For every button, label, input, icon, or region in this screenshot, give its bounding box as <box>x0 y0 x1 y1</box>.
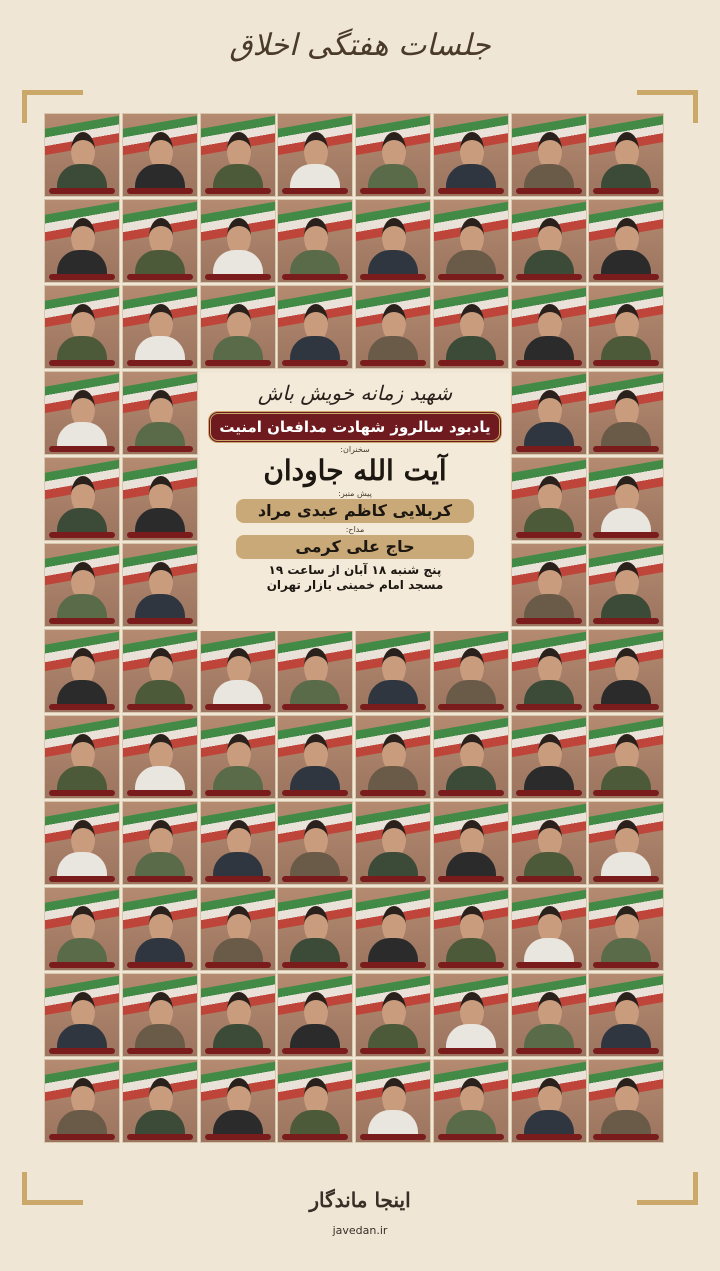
martyr-portrait-card <box>355 199 431 283</box>
name-bar <box>360 274 426 280</box>
martyr-portrait-card <box>122 457 198 541</box>
martyr-portrait-card <box>588 887 664 971</box>
name-bar <box>49 360 115 366</box>
name-bar <box>360 962 426 968</box>
martyr-portrait-card <box>433 973 509 1057</box>
portrait-body <box>135 594 185 620</box>
portrait-body <box>446 766 496 792</box>
portrait-body <box>601 250 651 276</box>
martyr-portrait-card <box>433 1059 509 1143</box>
name-bar <box>205 790 271 796</box>
portrait-body <box>368 938 418 964</box>
portrait-body <box>368 852 418 878</box>
portrait-body <box>601 1110 651 1136</box>
martyr-portrait-card <box>355 113 431 197</box>
name-bar <box>360 704 426 710</box>
martyr-portrait-card <box>277 113 353 197</box>
name-bar <box>127 274 193 280</box>
portrait-body <box>524 422 574 448</box>
portrait-body <box>57 680 107 706</box>
name-bar <box>593 962 659 968</box>
portrait-body <box>524 1024 574 1050</box>
martyr-portrait-card <box>588 1059 664 1143</box>
martyr-portrait-card <box>433 801 509 885</box>
martyr-portrait-card <box>122 543 198 627</box>
martyr-portrait-card <box>44 715 120 799</box>
portrait-body <box>57 336 107 362</box>
portrait-body <box>290 336 340 362</box>
martyr-portrait-card <box>200 199 276 283</box>
portrait-body <box>135 508 185 534</box>
portrait-body <box>213 766 263 792</box>
martyr-portrait-card <box>355 285 431 369</box>
name-bar <box>205 876 271 882</box>
martyr-portrait-card <box>200 801 276 885</box>
martyr-portrait-card <box>588 973 664 1057</box>
martyr-portrait-card <box>355 629 431 713</box>
name-bar <box>360 876 426 882</box>
name-bar <box>438 1134 504 1140</box>
martyr-portrait-card <box>44 371 120 455</box>
name-bar <box>360 790 426 796</box>
portrait-body <box>57 250 107 276</box>
martyr-portrait-card <box>44 887 120 971</box>
name-bar <box>516 704 582 710</box>
name-bar <box>593 188 659 194</box>
martyr-portrait-card <box>200 285 276 369</box>
name-bar <box>49 532 115 538</box>
portrait-body <box>446 938 496 964</box>
martyr-portrait-card <box>511 801 587 885</box>
portrait-body <box>290 852 340 878</box>
preacher-pill <box>236 499 474 523</box>
name-bar <box>282 876 348 882</box>
name-bar <box>127 532 193 538</box>
portrait-body <box>368 680 418 706</box>
name-bar <box>282 962 348 968</box>
name-bar <box>49 962 115 968</box>
martyr-portrait-card <box>122 715 198 799</box>
name-bar <box>438 274 504 280</box>
martyr-portrait-card <box>588 801 664 885</box>
portrait-body <box>290 1110 340 1136</box>
name-bar <box>282 274 348 280</box>
name-bar <box>205 274 271 280</box>
name-bar <box>593 532 659 538</box>
martyr-portrait-card <box>44 199 120 283</box>
name-bar <box>593 1048 659 1054</box>
name-bar <box>438 188 504 194</box>
martyr-portrait-card <box>277 629 353 713</box>
name-bar <box>593 446 659 452</box>
speaker-name: آیت الله جاودان <box>263 454 447 487</box>
martyr-portrait-card <box>200 629 276 713</box>
portrait-body <box>213 938 263 964</box>
portrait-body <box>368 164 418 190</box>
name-bar <box>127 790 193 796</box>
name-bar <box>127 1134 193 1140</box>
portrait-body <box>368 1110 418 1136</box>
martyr-portrait-card <box>588 371 664 455</box>
martyr-portrait-card <box>277 1059 353 1143</box>
name-bar <box>49 876 115 882</box>
martyr-portrait-card <box>433 199 509 283</box>
name-bar <box>49 1134 115 1140</box>
portrait-body <box>446 1110 496 1136</box>
name-bar <box>593 876 659 882</box>
martyr-portrait-card <box>355 887 431 971</box>
name-bar <box>49 446 115 452</box>
martyr-portrait-card <box>200 973 276 1057</box>
martyr-portrait-card <box>277 199 353 283</box>
portrait-body <box>57 164 107 190</box>
footer-website: javedan.ir <box>332 1224 388 1237</box>
event-date: پنج شنبه ۱۸ آبان از ساعت ۱۹ <box>268 563 442 577</box>
portrait-body <box>524 336 574 362</box>
name-bar <box>360 1048 426 1054</box>
martyr-portrait-card <box>200 1059 276 1143</box>
martyr-portrait-card <box>355 801 431 885</box>
martyr-portrait-card <box>355 973 431 1057</box>
name-bar <box>205 360 271 366</box>
eulogist-name: حاج علی کرمی <box>295 537 415 556</box>
name-bar <box>516 1048 582 1054</box>
martyr-portrait-card <box>277 285 353 369</box>
name-bar <box>438 876 504 882</box>
name-bar <box>127 446 193 452</box>
portrait-body <box>446 852 496 878</box>
speaker-label: سخنران: <box>340 445 370 454</box>
martyr-portrait-card <box>277 973 353 1057</box>
martyr-portrait-card <box>44 543 120 627</box>
portrait-body <box>135 680 185 706</box>
martyr-portrait-card <box>588 629 664 713</box>
portrait-body <box>368 766 418 792</box>
martyr-portrait-card <box>511 715 587 799</box>
martyr-portrait-card <box>122 887 198 971</box>
portrait-body <box>135 164 185 190</box>
name-bar <box>516 188 582 194</box>
name-bar <box>127 876 193 882</box>
portrait-body <box>57 1110 107 1136</box>
portrait-body <box>601 938 651 964</box>
martyr-portrait-card <box>44 629 120 713</box>
name-bar <box>205 188 271 194</box>
martyr-portrait-card <box>122 973 198 1057</box>
name-bar <box>282 1134 348 1140</box>
name-bar <box>360 360 426 366</box>
portrait-body <box>290 938 340 964</box>
portrait-body <box>290 164 340 190</box>
portrait-body <box>135 336 185 362</box>
martyr-portrait-card <box>44 973 120 1057</box>
portrait-body <box>57 766 107 792</box>
martyr-portrait-card <box>122 371 198 455</box>
portrait-body <box>213 852 263 878</box>
portrait-body <box>57 938 107 964</box>
name-bar <box>205 1134 271 1140</box>
portrait-body <box>524 594 574 620</box>
portrait-body <box>601 852 651 878</box>
martyr-portrait-card <box>433 285 509 369</box>
martyr-portrait-card <box>277 801 353 885</box>
name-bar <box>127 1048 193 1054</box>
header-title: جلسات هفتگی اخلاق <box>229 28 491 63</box>
martyr-portrait-card <box>355 1059 431 1143</box>
martyr-portrait-card <box>44 457 120 541</box>
portrait-body <box>290 1024 340 1050</box>
portrait-body <box>524 766 574 792</box>
name-bar <box>205 704 271 710</box>
name-bar <box>360 188 426 194</box>
portrait-body <box>524 680 574 706</box>
eulogist-pill <box>236 535 474 559</box>
name-bar <box>49 188 115 194</box>
portrait-body <box>368 250 418 276</box>
name-bar <box>127 618 193 624</box>
martyr-portrait-card <box>511 457 587 541</box>
martyr-portrait-card <box>44 113 120 197</box>
name-bar <box>282 1048 348 1054</box>
portrait-body <box>446 336 496 362</box>
martyr-portrait-card <box>44 801 120 885</box>
name-bar <box>516 1134 582 1140</box>
martyr-portrait-card <box>433 887 509 971</box>
portrait-body <box>601 594 651 620</box>
portrait-body <box>57 852 107 878</box>
name-bar <box>516 876 582 882</box>
name-bar <box>282 704 348 710</box>
portrait-body <box>57 594 107 620</box>
name-bar <box>593 790 659 796</box>
name-bar <box>438 790 504 796</box>
name-bar <box>516 790 582 796</box>
martyr-portrait-card <box>122 113 198 197</box>
portrait-body <box>290 250 340 276</box>
martyr-portrait-card <box>511 543 587 627</box>
portrait-body <box>601 164 651 190</box>
martyr-portrait-card <box>588 285 664 369</box>
event-banner: یادبود سالروز شهادت مدافعان امنیت <box>208 411 502 443</box>
portrait-body <box>135 1110 185 1136</box>
martyr-portrait-card <box>277 887 353 971</box>
event-info-panel <box>200 373 510 631</box>
name-bar <box>127 360 193 366</box>
name-bar <box>438 962 504 968</box>
name-bar <box>516 446 582 452</box>
name-bar <box>438 1048 504 1054</box>
martyr-portrait-card <box>200 715 276 799</box>
name-bar <box>282 360 348 366</box>
portrait-body <box>290 766 340 792</box>
name-bar <box>127 704 193 710</box>
portrait-body <box>524 1110 574 1136</box>
name-bar <box>282 188 348 194</box>
name-bar <box>438 704 504 710</box>
portrait-body <box>135 250 185 276</box>
portrait-body <box>524 938 574 964</box>
portrait-body <box>601 1024 651 1050</box>
name-bar <box>516 360 582 366</box>
portrait-body <box>368 1024 418 1050</box>
name-bar <box>516 532 582 538</box>
name-bar <box>438 360 504 366</box>
martyr-portrait-card <box>588 113 664 197</box>
portrait-body <box>213 164 263 190</box>
martyr-portrait-card <box>511 973 587 1057</box>
portrait-body <box>524 852 574 878</box>
portrait-body <box>57 1024 107 1050</box>
name-bar <box>205 1048 271 1054</box>
martyr-portrait-card <box>588 199 664 283</box>
name-bar <box>593 704 659 710</box>
portrait-body <box>57 422 107 448</box>
martyr-portrait-card <box>511 887 587 971</box>
name-bar <box>593 360 659 366</box>
name-bar <box>49 790 115 796</box>
portrait-body <box>524 508 574 534</box>
portrait-body <box>601 508 651 534</box>
portrait-body <box>446 164 496 190</box>
martyr-portrait-card <box>433 715 509 799</box>
name-bar <box>593 274 659 280</box>
martyr-portrait-card <box>511 113 587 197</box>
name-bar <box>205 962 271 968</box>
portrait-body <box>135 938 185 964</box>
portrait-body <box>368 336 418 362</box>
portrait-body <box>213 336 263 362</box>
name-bar <box>360 1134 426 1140</box>
martyr-portrait-card <box>433 113 509 197</box>
portrait-body <box>290 680 340 706</box>
martyr-portrait-card <box>44 1059 120 1143</box>
martyr-portrait-card <box>200 887 276 971</box>
portrait-body <box>446 680 496 706</box>
martyr-portrait-card <box>277 715 353 799</box>
portrait-body <box>135 852 185 878</box>
martyr-portrait-card <box>355 715 431 799</box>
portrait-body <box>601 422 651 448</box>
preacher-label: پیش منبر: <box>338 489 372 498</box>
portrait-body <box>213 680 263 706</box>
martyr-portrait-card <box>511 371 587 455</box>
name-bar <box>49 704 115 710</box>
name-bar <box>49 1048 115 1054</box>
name-bar <box>49 274 115 280</box>
martyr-portrait-card <box>511 285 587 369</box>
portrait-body <box>446 1024 496 1050</box>
martyr-portrait-card <box>588 457 664 541</box>
martyr-portrait-card <box>122 801 198 885</box>
portrait-body <box>446 250 496 276</box>
martyr-portrait-card <box>122 1059 198 1143</box>
portrait-body <box>213 1110 263 1136</box>
portrait-body <box>57 508 107 534</box>
portrait-body <box>601 336 651 362</box>
martyr-portrait-card <box>511 1059 587 1143</box>
martyr-portrait-card <box>122 285 198 369</box>
martyr-portrait-card <box>588 715 664 799</box>
name-bar <box>516 962 582 968</box>
martyr-portrait-card <box>200 113 276 197</box>
portrait-body <box>213 250 263 276</box>
preacher-name: کربلایی کاظم عبدی مراد <box>257 501 453 520</box>
calligraphy-title: شهید زمانه خویش باش <box>257 381 453 405</box>
name-bar <box>127 962 193 968</box>
martyr-portrait-card <box>511 629 587 713</box>
martyr-portrait-card <box>44 285 120 369</box>
martyr-portrait-card <box>588 543 664 627</box>
name-bar <box>127 188 193 194</box>
martyr-portrait-card <box>511 199 587 283</box>
portrait-body <box>135 1024 185 1050</box>
portrait-body <box>601 766 651 792</box>
footer-logo: اینجا ماندگار <box>309 1188 411 1212</box>
portrait-body <box>213 1024 263 1050</box>
martyr-portrait-card <box>122 629 198 713</box>
portrait-body <box>135 422 185 448</box>
eulogist-label: مداح: <box>345 525 365 534</box>
martyr-portrait-card <box>433 629 509 713</box>
name-bar <box>516 274 582 280</box>
name-bar <box>49 618 115 624</box>
name-bar <box>593 618 659 624</box>
portrait-body <box>135 766 185 792</box>
portrait-body <box>524 164 574 190</box>
name-bar <box>282 790 348 796</box>
portrait-body <box>601 680 651 706</box>
martyr-portrait-card <box>122 199 198 283</box>
event-venue: مسجد امام خمینی بازار تهران <box>266 578 444 592</box>
portrait-body <box>524 250 574 276</box>
name-bar <box>593 1134 659 1140</box>
name-bar <box>516 618 582 624</box>
